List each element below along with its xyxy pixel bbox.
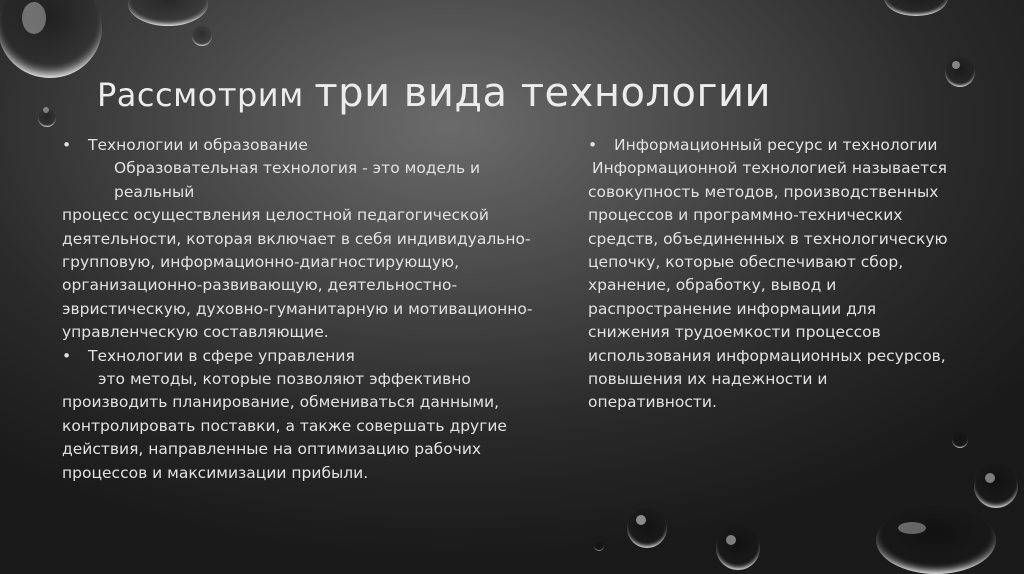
paragraph-line: управленческую составляющие. bbox=[62, 323, 329, 342]
bubble-bottom-center-tiny bbox=[594, 541, 604, 551]
paragraph-line: распространение информации для bbox=[588, 299, 877, 318]
bullet-education-heading bbox=[62, 134, 562, 157]
bullet-information-heading bbox=[588, 134, 988, 157]
bubble-bottom-right-large bbox=[876, 506, 996, 574]
bubble-right-small bbox=[952, 432, 968, 448]
paragraph-line: процессов и программно-технических bbox=[588, 206, 903, 225]
bubble-top-left-small bbox=[192, 26, 212, 46]
paragraph-line: это методы, которые позволяют эффективно bbox=[98, 370, 471, 389]
paragraph-line: снижения трудоемкости процессов bbox=[588, 323, 881, 342]
bubble-top-left-large bbox=[0, 0, 102, 78]
paragraph-line: средств, объединенных в технологическую bbox=[588, 229, 948, 248]
paragraph-line: хранение, обработку, вывод и bbox=[588, 276, 837, 295]
paragraph-line: производить планирование, обмениваться данными, bbox=[62, 393, 500, 412]
bubble-top-right-small bbox=[945, 57, 975, 87]
bubble-bottom-right-medium bbox=[716, 526, 760, 570]
bullet-marker: • bbox=[62, 346, 72, 365]
paragraph-line: повышения их надежности и bbox=[588, 370, 828, 389]
bubble-bottom-right-mid bbox=[974, 464, 1018, 508]
bullet-heading: Информационный ресурс и технологии bbox=[614, 136, 938, 154]
bubble-top-left-mid bbox=[128, 0, 208, 26]
paragraph-line: совокупность методов, производственных bbox=[588, 182, 939, 201]
paragraph-line: контролировать поставки, а также совершать другие bbox=[62, 416, 507, 435]
bullet-heading: Технологии в сфере управления bbox=[88, 346, 355, 365]
left-column bbox=[62, 134, 562, 485]
title-part-1: Рассмотрим bbox=[97, 76, 304, 114]
paragraph-line: цепочку, которые обеспечивают сбор, bbox=[588, 253, 904, 272]
paragraph-line: Образовательная технология - это модель и реальный bbox=[114, 159, 481, 201]
paragraph-line: организационно-развивающую, деятельностно- bbox=[62, 276, 458, 295]
title-part-2: три вида технологии bbox=[314, 70, 771, 116]
bubble-top-right-large bbox=[884, 0, 948, 16]
paragraph-line: использования информационных ресурсов, bbox=[588, 346, 946, 365]
slide-title bbox=[97, 70, 771, 116]
paragraph-line: деятельности, которая включает в себя индивидуально- bbox=[62, 229, 531, 248]
paragraph-line: процессов и максимизации прибыли. bbox=[62, 463, 369, 482]
bullet-marker: • bbox=[588, 136, 598, 154]
paragraph-line: групповую, информационно-диагностирующую, bbox=[62, 253, 460, 272]
paragraph-line: процесс осуществления целостной педагогической bbox=[62, 206, 489, 225]
right-column bbox=[588, 134, 988, 415]
paragraph-line: Информационной технологией называется bbox=[592, 159, 948, 178]
bubble-bottom-center bbox=[627, 508, 667, 548]
bullet-marker: • bbox=[62, 136, 72, 154]
bubble-left-small bbox=[38, 107, 56, 127]
paragraph-line: эвристическую, духовно-гуманитарную и мотивационно- bbox=[62, 299, 533, 318]
paragraph-line: оперативности. bbox=[588, 393, 717, 412]
paragraph-line: действия, направленные на оптимизацию рабочих bbox=[62, 440, 482, 459]
bullet-management-heading bbox=[62, 345, 562, 368]
bullet-heading: Технологии и образование bbox=[88, 136, 308, 154]
